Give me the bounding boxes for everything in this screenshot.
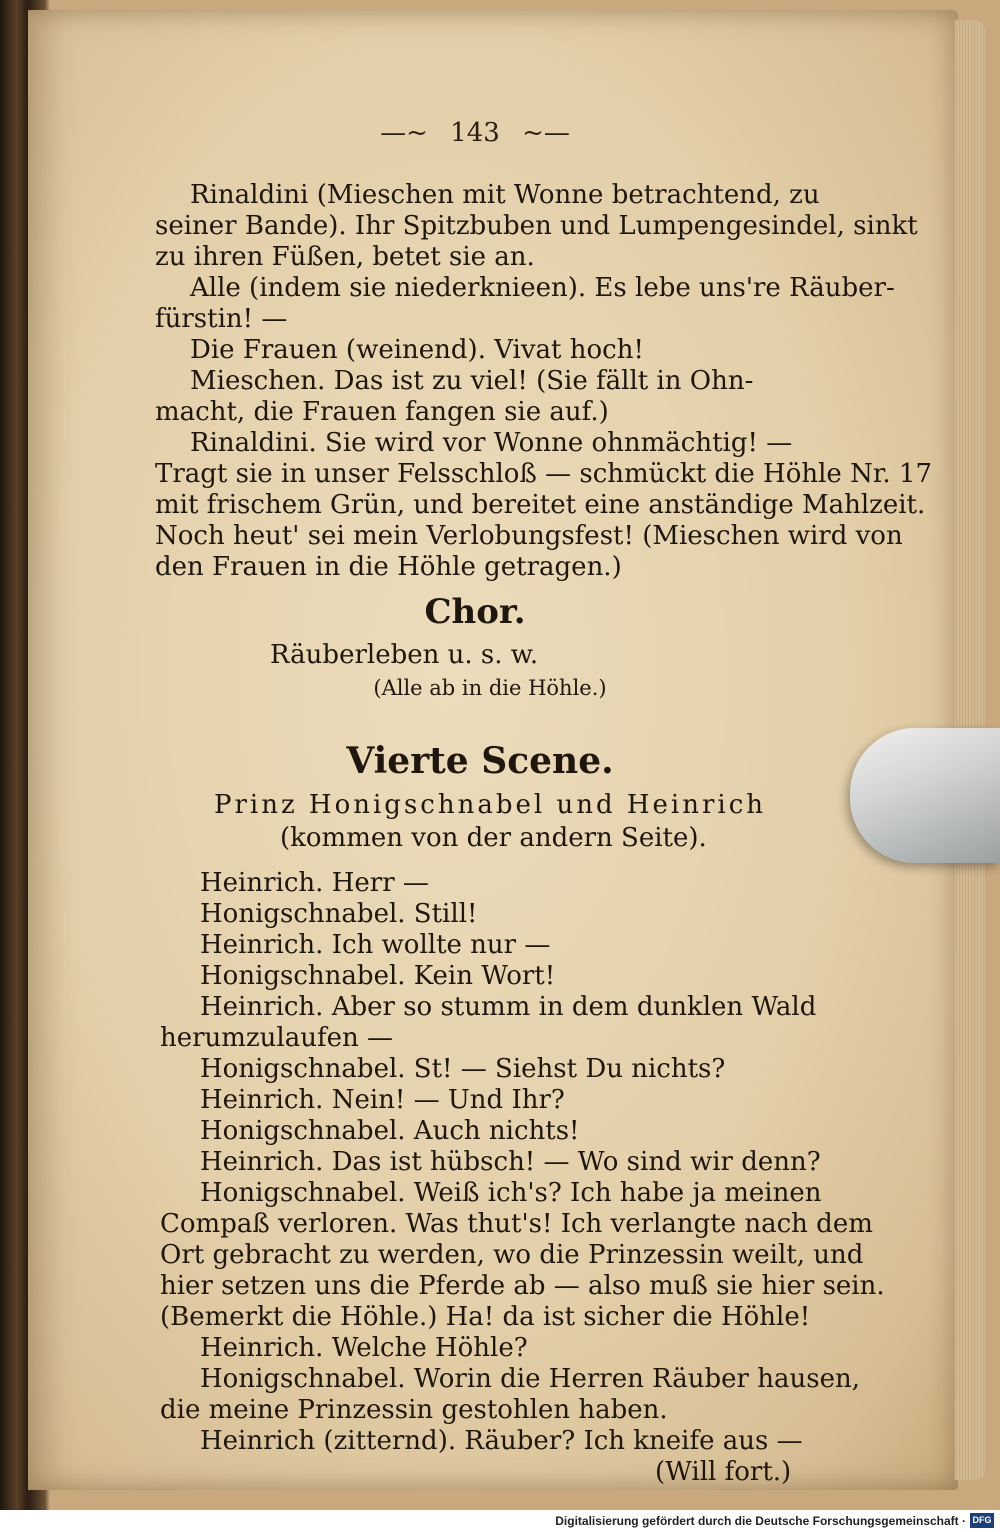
text-line: Rinaldini (Mieschen mit Wonne betrachtend, zu <box>190 180 820 210</box>
text-line: seiner Bande). Ihr Spitzbuben und Lumpengesindel, sinkt <box>155 211 918 241</box>
dialogue-line: Heinrich. Aber so stumm in dem dunklen Wald <box>200 992 817 1022</box>
dialogue-line: hier setzen uns die Pferde ab — also muß sie hier sein. <box>160 1271 885 1301</box>
dialogue-line: Heinrich. Ich wollte nur — <box>200 930 551 960</box>
text-line: Noch heut' sei mein Verlobungsfest! (Mieschen wird von <box>155 521 903 551</box>
text-line: Rinaldini. Sie wird vor Wonne ohnmächtig! — <box>190 428 793 458</box>
chor-line: Räuberleben u. s. w. <box>270 640 539 670</box>
chor-stage-direction: (Alle ab in die Höhle.) <box>373 676 607 700</box>
scene-persons: Prinz Honigschnabel und Heinrich <box>213 790 767 820</box>
text-line: Alle (indem sie niederknieen). Es lebe uns're Räuber- <box>190 273 895 303</box>
dialogue-line: herumzulaufen — <box>160 1023 393 1053</box>
header-ornament-left: —~ <box>380 118 428 148</box>
dialogue-line: Compaß verloren. Was thut's! Ich verlangte nach dem <box>160 1209 873 1239</box>
dialogue-line: Heinrich. Herr — <box>200 868 429 898</box>
footer-bar <box>0 1510 1000 1532</box>
dialogue-line: Heinrich (zitternd). Räuber? Ich kneife aus — <box>200 1426 803 1456</box>
page-header <box>380 118 570 148</box>
text-line: den Frauen in die Höhle getragen.) <box>155 552 622 582</box>
text-line: macht, die Frauen fangen sie auf.) <box>155 397 609 427</box>
text-line: Tragt sie in unser Felsschloß — schmückt die Höhle Nr. 17 <box>155 459 933 489</box>
dialogue-line: (Bemerkt die Höhle.) Ha! da ist sicher die Höhle! <box>160 1302 811 1332</box>
header-ornament-right: ~— <box>522 118 570 148</box>
dialogue-line: die meine Prinzessin gestohlen haben. <box>160 1395 668 1425</box>
dialogue-line: Heinrich. Welche Höhle? <box>200 1333 528 1363</box>
dialogue-line: Honigschnabel. Auch nichts! <box>200 1116 580 1146</box>
text-line: zu ihren Füßen, betet sie an. <box>155 242 535 272</box>
dialogue-line: Honigschnabel. Still! <box>200 899 478 929</box>
dialogue-line: Honigschnabel. Worin die Herren Räuber hausen, <box>200 1364 860 1394</box>
dialogue-line: Heinrich. Das ist hübsch! — Wo sind wir denn? <box>200 1147 821 1177</box>
scene-persons-direction: (kommen von der andern Seite). <box>280 823 707 853</box>
page-number: 143 <box>450 118 500 148</box>
dialogue-line: Honigschnabel. St! — Siehst Du nichts? <box>200 1054 726 1084</box>
text-line: Mieschen. Das ist zu viel! (Sie fällt in Ohn- <box>190 366 754 396</box>
text-line: Die Frauen (weinend). Vivat hoch! <box>190 335 644 365</box>
dialogue-line: Heinrich. Nein! — Und Ihr? <box>200 1085 565 1115</box>
footer-credit: Digitalisierung gefördert durch die Deutsche Forschungsgemeinschaft · <box>555 1514 966 1528</box>
dialogue-line: Ort gebracht zu werden, wo die Prinzessin weilt, und <box>160 1240 864 1270</box>
left-page-edge <box>0 0 28 1510</box>
chor-heading: Chor. <box>424 592 526 632</box>
text-line: mit frischem Grün, und bereitet eine anständige Mahlzeit. <box>155 490 926 520</box>
dfg-logo-icon: DFG <box>970 1513 994 1528</box>
dialogue-line: (Will fort.) <box>655 1457 792 1487</box>
page-holder-clip <box>850 728 1000 863</box>
dialogue-line: Honigschnabel. Weiß ich's? Ich habe ja meinen <box>200 1178 822 1208</box>
scene-heading: Vierte Scene. <box>346 740 614 782</box>
text-line: fürstin! — <box>155 304 288 334</box>
dialogue-line: Honigschnabel. Kein Wort! <box>200 961 556 991</box>
